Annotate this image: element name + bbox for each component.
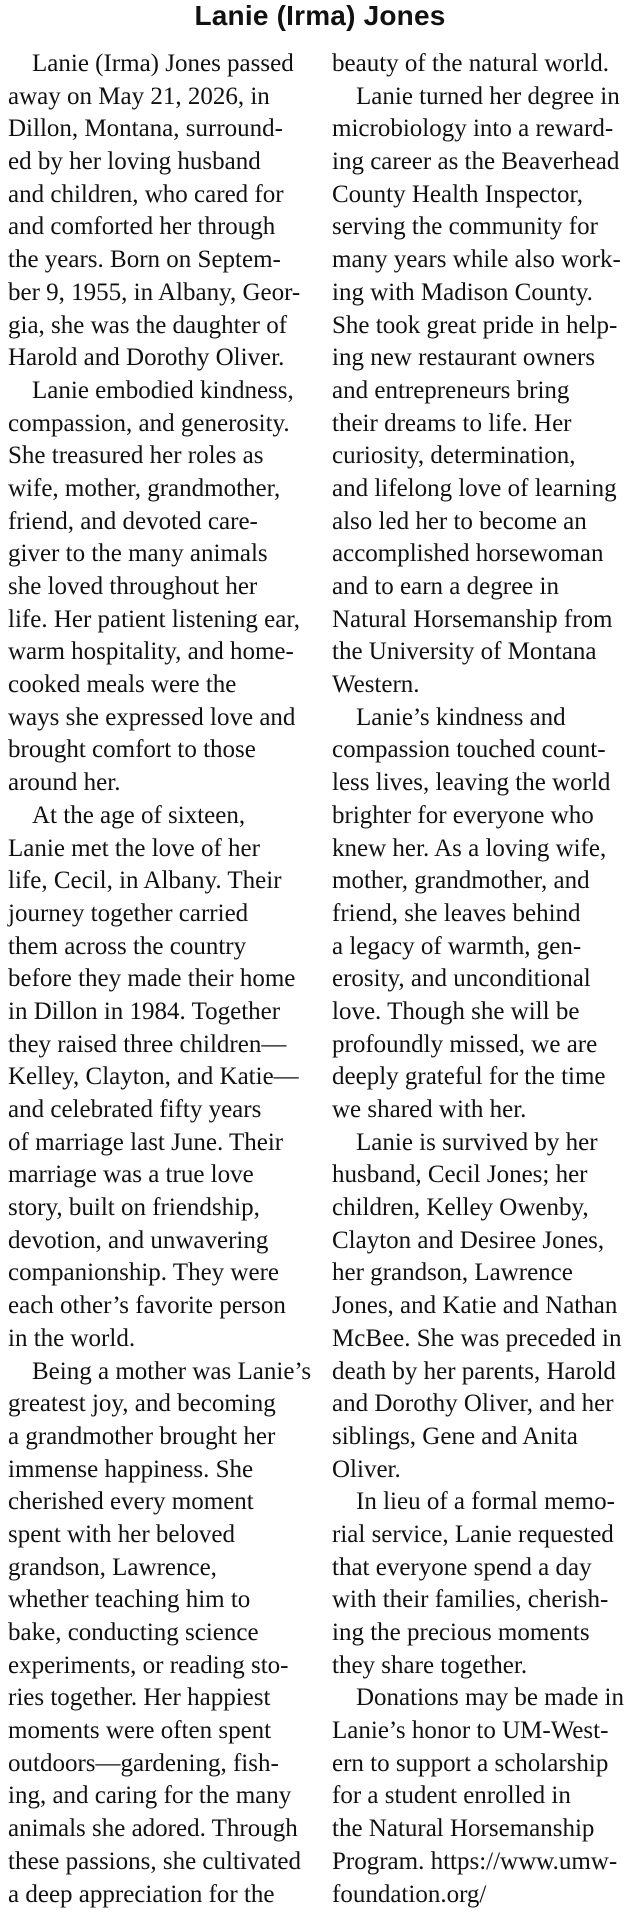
text-line: mother, grandmother, and xyxy=(332,867,590,895)
text-line: compassion touched count- xyxy=(332,736,606,764)
text-line: Lanie’s kindness and xyxy=(356,703,566,731)
text-line: bake, conducting science xyxy=(8,1619,259,1646)
text-line: cherished every moment xyxy=(8,1488,254,1516)
text-line: Lanie is survived by her xyxy=(356,1128,598,1156)
text-line: the University of Montana xyxy=(332,638,597,666)
text-line: death by her parents, Harold xyxy=(332,1357,616,1385)
text-line: devotion, and unwavering xyxy=(8,1226,269,1254)
text-line: a grandmother brought her xyxy=(8,1422,276,1450)
text-line: She treasured her roles as xyxy=(8,442,264,470)
text-line: marriage was a true love xyxy=(8,1161,254,1189)
text-line: of marriage last June. Their xyxy=(8,1128,284,1156)
text-line: children, Kelley Owenby, xyxy=(332,1194,589,1222)
paragraph xyxy=(332,1127,637,1487)
text-line: brought comfort to those xyxy=(8,736,256,764)
text-line: they raised three children— xyxy=(8,1030,287,1058)
text-line: Jones, and Katie and Nathan xyxy=(332,1292,618,1320)
text-line: they share together. xyxy=(332,1651,528,1679)
text-line: grandson, Lawrence, xyxy=(8,1553,217,1581)
text-line: cooked meals were the xyxy=(8,671,237,699)
text-line: Natural Horsemanship from xyxy=(332,605,613,633)
right-column xyxy=(332,48,637,1911)
text-line: these passions, she cultivated xyxy=(8,1847,301,1875)
text-line: companionship. They were xyxy=(8,1259,279,1287)
text-line: Lanie embodied kindness, xyxy=(32,376,294,404)
text-line: and entrepreneurs bring xyxy=(332,376,570,404)
text-line: a legacy of warmth, gen- xyxy=(332,932,582,960)
text-line: before they made their home xyxy=(8,965,296,993)
text-line: life. Her patient listening ear, xyxy=(8,605,300,633)
text-line: Lanie’s honor to UM-West- xyxy=(332,1717,609,1745)
text-line: ing the precious moments xyxy=(332,1619,590,1646)
text-line: spent with her beloved xyxy=(8,1520,236,1548)
text-line: them across the country xyxy=(8,932,247,960)
text-line: moments were often spent xyxy=(8,1717,272,1745)
text-line: husband, Cecil Jones; her xyxy=(332,1161,588,1189)
text-line: Western. xyxy=(332,671,420,699)
left-column xyxy=(8,48,313,1911)
text-line: Lanie (Irma) Jones passed xyxy=(32,50,294,77)
text-line: ries together. Her happiest xyxy=(8,1684,271,1712)
text-line: compassion, and generosity. xyxy=(8,409,290,437)
text-line: in the world. xyxy=(8,1324,136,1352)
text-line: McBee. She was preceded in xyxy=(332,1324,622,1352)
text-line: foundation.org/ xyxy=(332,1880,487,1908)
text-line: many years while also work- xyxy=(332,246,621,274)
text-line: story, built on friendship, xyxy=(8,1194,260,1222)
text-line: and Dorothy Oliver, and her xyxy=(332,1390,614,1418)
text-line: also led her to become an xyxy=(332,507,587,535)
text-line: beauty of the natural world. xyxy=(332,50,609,77)
text-line: warm hospitality, and home- xyxy=(8,638,294,666)
text-line: ing with Madison County. xyxy=(332,278,593,306)
text-line: profoundly missed, we are xyxy=(332,1030,598,1058)
text-line: life, Cecil, in Albany. Their xyxy=(8,867,282,895)
paragraph xyxy=(332,1682,637,1911)
text-line: gia, she was the daughter of xyxy=(8,311,288,339)
text-line: each other’s favorite person xyxy=(8,1292,286,1320)
text-line: experiments, or reading sto- xyxy=(8,1651,289,1679)
text-line: Donations may be made in xyxy=(356,1684,624,1712)
text-line: the Natural Horsemanship xyxy=(332,1815,595,1843)
text-line: curiosity, determination, xyxy=(332,442,576,470)
text-line: Clayton and Desiree Jones, xyxy=(332,1226,605,1254)
text-line: Lanie turned her degree in xyxy=(356,82,620,110)
text-line: rial service, Lanie requested xyxy=(332,1520,614,1548)
text-line: ing, and caring for the many xyxy=(8,1782,292,1810)
text-line: animals she adored. Through xyxy=(8,1815,298,1843)
text-line: giver to the many animals xyxy=(8,540,268,568)
text-line: microbiology into a reward- xyxy=(332,115,614,143)
text-line: She took great pride in help- xyxy=(332,311,618,339)
text-line: At the age of sixteen, xyxy=(32,801,246,829)
text-line: accomplished horsewoman xyxy=(332,540,604,568)
text-line: Lanie met the love of her xyxy=(8,834,260,862)
text-line: greatest joy, and becoming xyxy=(8,1390,276,1418)
text-line: and children, who cared for xyxy=(8,180,284,208)
paragraph xyxy=(332,1486,637,1682)
text-line: and comforted her through xyxy=(8,213,276,241)
text-line: outdoors—gardening, fish- xyxy=(8,1749,279,1777)
text-line: Being a mother was Lanie’s xyxy=(32,1357,312,1385)
text-line: knew her. As a loving wife, xyxy=(332,834,607,862)
text-line: their dreams to life. Her xyxy=(332,409,572,437)
text-line: siblings, Gene and Anita xyxy=(332,1422,578,1450)
text-line: ing new restaurant owners xyxy=(332,344,596,372)
text-line: ways she expressed love and xyxy=(8,703,296,731)
text-line: less lives, leaving the world xyxy=(332,769,611,797)
text-line: away on May 21, 2026, in xyxy=(8,82,270,110)
text-line: immense happiness. She xyxy=(8,1455,254,1483)
paragraph xyxy=(332,702,637,1127)
obituary-title: Lanie (Irma) Jones xyxy=(194,0,446,31)
text-line: in Dillon in 1984. Together xyxy=(8,997,281,1025)
text-line: love. Though she will be xyxy=(332,997,580,1025)
text-line: we shared with her. xyxy=(332,1096,527,1123)
text-line: Kelley, Clayton, and Katie— xyxy=(8,1063,299,1091)
text-line: In lieu of a formal memo- xyxy=(356,1488,615,1516)
text-line: whether teaching him to xyxy=(8,1586,251,1614)
text-line: journey together carried xyxy=(8,899,249,927)
text-line: brighter for everyone who xyxy=(332,801,594,829)
text-line: erosity, and unconditional xyxy=(332,965,591,993)
text-line: the years. Born on Septem- xyxy=(8,246,281,274)
text-line: and to earn a degree in xyxy=(332,573,559,600)
text-line: for a student enrolled in xyxy=(332,1782,571,1810)
text-line: County Health Inspector, xyxy=(332,180,584,208)
text-line: ed by her loving husband xyxy=(8,148,261,176)
text-line: ing career as the Beaverhead xyxy=(332,148,620,176)
text-line: that everyone spend a day xyxy=(332,1553,592,1581)
text-line: wife, mother, grandmother, xyxy=(8,474,281,502)
paragraph xyxy=(332,81,637,702)
text-line: friend, and devoted care- xyxy=(8,507,258,535)
paragraph xyxy=(8,375,313,800)
text-line: friend, she leaves behind xyxy=(332,899,581,927)
paragraph xyxy=(332,48,637,81)
text-line: serving the community for xyxy=(332,213,598,241)
text-line: deeply grateful for the time xyxy=(332,1063,606,1091)
paragraph xyxy=(8,1356,313,1912)
paragraph xyxy=(8,800,313,1356)
text-line: a deep appreciation for the xyxy=(8,1880,275,1908)
paragraph xyxy=(8,48,313,375)
text-line: around her. xyxy=(8,769,121,797)
text-line: she loved throughout her xyxy=(8,573,258,600)
text-line: with their families, cherish- xyxy=(332,1586,609,1614)
text-line: ern to support a scholarship xyxy=(332,1749,609,1777)
text-line: Dillon, Montana, surround- xyxy=(8,115,283,143)
text-line: and celebrated fifty years xyxy=(8,1096,262,1123)
text-line: and lifelong love of learning xyxy=(332,474,617,502)
text-line: her grandson, Lawrence xyxy=(332,1259,573,1287)
text-line: ber 9, 1955, in Albany, Geor- xyxy=(8,278,301,306)
text-line: Oliver. xyxy=(332,1455,401,1483)
text-line: Harold and Dorothy Oliver. xyxy=(8,344,285,372)
text-line: Program. https://www.umw- xyxy=(332,1847,618,1875)
